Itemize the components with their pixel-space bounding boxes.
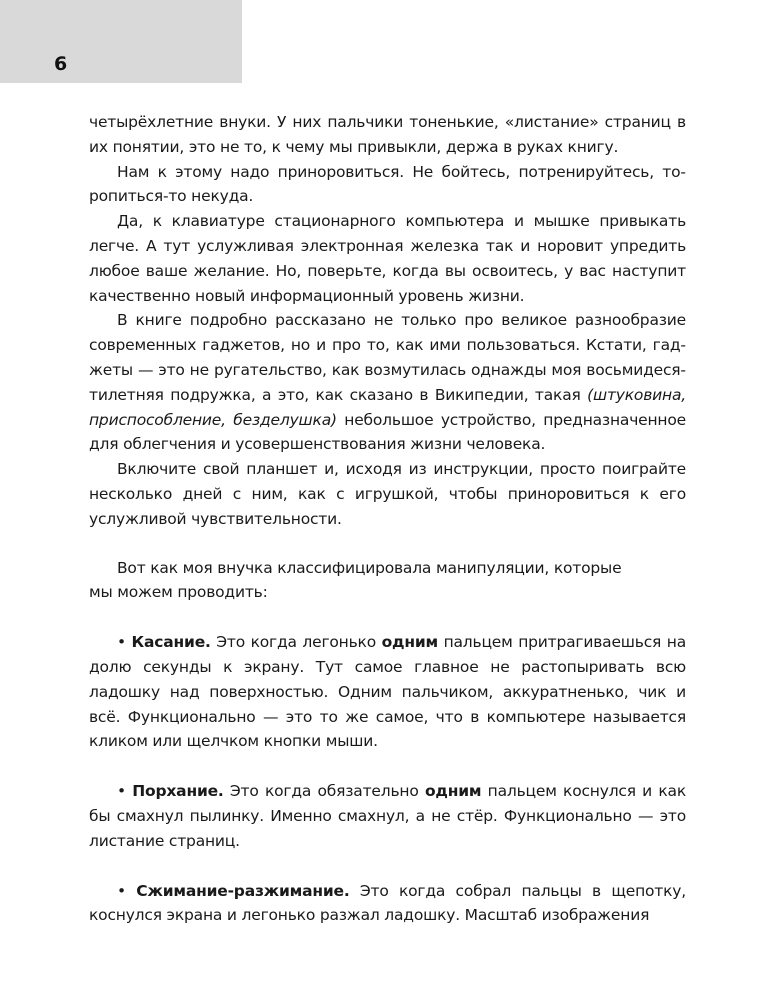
bullet-text: Это когда собрал пальцы в щепотку, коснулся экрана и легонько разжал ладошку. Масштаб изображения: [89, 881, 686, 925]
bullet-text: пальцем притрагиваешься на долю секунды к экрану. Тут самое главное не растопыривать всю ладошку над поверхностью. Одним пальчиком, аккуратненько, чик и всё. Функционально — это то же самое, что в компьютере называется кликом или щелчком кнопки мыши.: [89, 633, 686, 751]
paragraph-italic-text: (штуковина, приспособление, безделушка): [89, 385, 686, 429]
lead-in-line: Вот как моя внучка классифицировала манипуляции, которые: [117, 558, 622, 577]
lead-in: [89, 556, 686, 606]
lead-in-line: мы можем проводить:: [89, 583, 268, 602]
paragraph-text: В книге подробно рассказано не только про великое разнообразие современных гаджетов, но и про то, как ими пользоваться. Кстати, гаджеты — это не ругательство, как возмутилась однажды моя восьмидесятилетняя подружка, а это, как сказано в Википедии, такая: [89, 311, 686, 404]
bullet-text: Это когда легонько: [210, 633, 382, 652]
bullet-text: пальцем коснулся и как бы смахнул пылинку. Именно смахнул, а не стёр. Функционально — это листание страниц.: [89, 782, 686, 850]
bullet-term: Сжимание-разжимание.: [136, 881, 350, 900]
paragraph: Да, к клавиатуре стационарного компьютера и мышке привыкать легче. А тут услужливая электронная железка так и норовит упредить любое ваше желание. Но, поверьте, когда вы освоитесь, у вас наступит качественно новый информационный уровень жизни.: [89, 212, 686, 305]
bullet-marker: •: [117, 782, 126, 801]
bullet-item-touch: [89, 630, 686, 754]
bullet-emphasis: одним: [424, 782, 482, 801]
bullet-marker: •: [117, 881, 126, 900]
bullet-item-pinch: [89, 879, 686, 929]
bullet-emphasis: одним: [381, 633, 438, 652]
bullet-term: Касание.: [131, 633, 211, 652]
paragraph: четырёхлетние внуки. У них пальчики тоненькие, «листание» страниц в их понятии, это не то, к чему мы привыкли, держа в руках книгу.: [89, 113, 686, 156]
bullet-marker: •: [117, 633, 126, 652]
bullet-item-flick: [89, 779, 686, 853]
paragraph: Включите свой планшет и, исходя из инструкции, просто поиграйте несколько дней с ним, как с игрушкой, чтобы приноровиться к его услужливой чувствительности.: [89, 460, 686, 528]
page-body: [89, 110, 686, 928]
page-number: 6: [54, 53, 68, 75]
paragraph-text: небольшое устройство, предназначенное для облегчения и усовершенствования жизни человека.: [89, 410, 686, 454]
page-number-tab: [0, 0, 242, 83]
paragraph-gadgets: [89, 308, 686, 457]
bullet-text: Это когда обязательно: [223, 782, 425, 801]
bullet-term: Порхание.: [132, 782, 224, 801]
paragraph: Нам к этому надо приноровиться. Не бойтесь, потренируйтесь, торопиться-то некуда.: [89, 162, 686, 206]
